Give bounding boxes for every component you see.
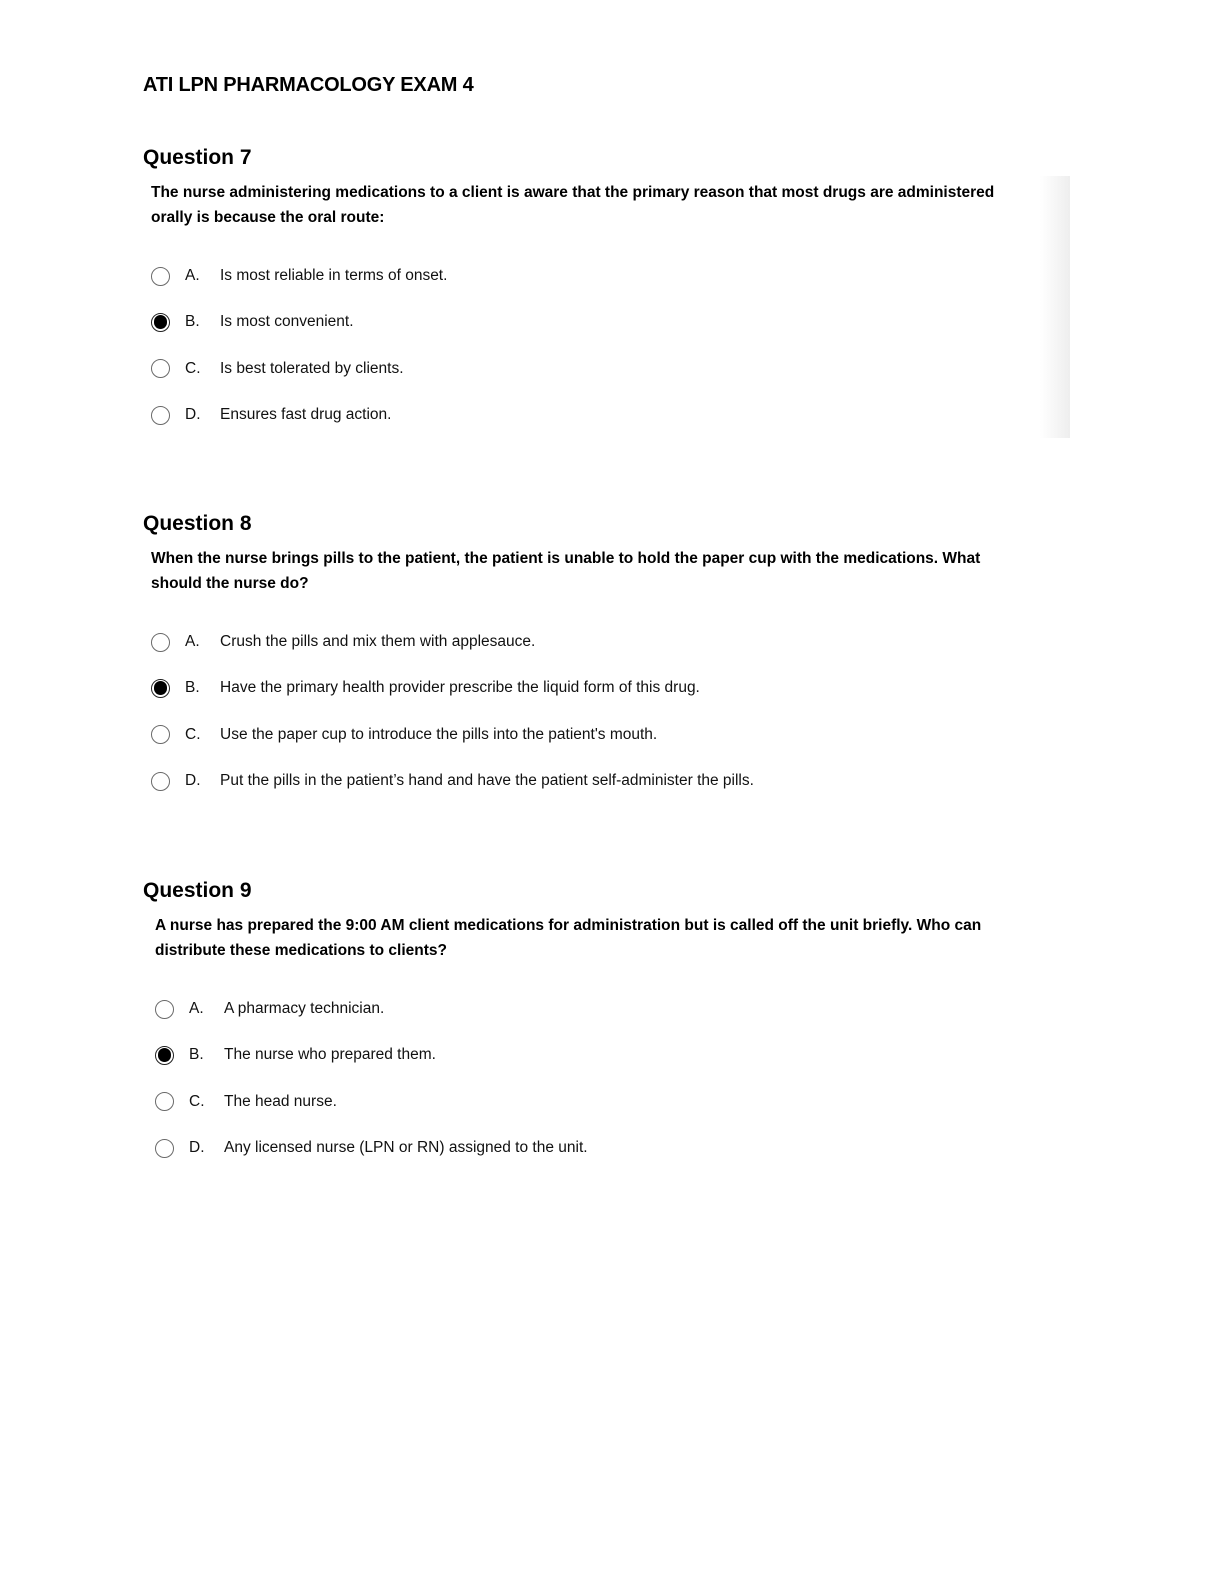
radio-button[interactable] xyxy=(155,1092,174,1111)
radio-button[interactable] xyxy=(151,725,170,744)
option-d[interactable] xyxy=(151,392,1073,438)
option-letter: A. xyxy=(189,1000,204,1018)
radio-button[interactable] xyxy=(151,267,170,286)
option-letter: C. xyxy=(185,725,201,743)
radio-button[interactable] xyxy=(151,359,170,378)
option-c[interactable] xyxy=(155,1079,1073,1125)
question-stem: A nurse has prepared the 9:00 AM client medications for administration but is called off the unit briefly. Who can distribute these medications to clients? xyxy=(155,917,982,959)
option-text: Ensures fast drug action. xyxy=(220,406,392,424)
option-letter: C. xyxy=(185,359,201,377)
option-a[interactable] xyxy=(151,619,1073,665)
option-text: The head nurse. xyxy=(224,1092,337,1110)
option-text: Put the pills in the patient’s hand and have the patient self-administer the pills. xyxy=(220,772,754,790)
answer-options xyxy=(151,619,1073,804)
question-heading: Question 7 xyxy=(143,146,252,169)
question-stem: When the nurse brings pills to the patient, the patient is unable to hold the paper cup with the medications. What should the nurse do? xyxy=(151,550,981,592)
radio-button[interactable] xyxy=(155,1000,174,1019)
radio-dot-icon xyxy=(154,315,168,329)
option-letter: B. xyxy=(189,1046,204,1064)
radio-button[interactable] xyxy=(151,406,170,425)
question-heading: Question 9 xyxy=(143,879,252,902)
option-text: Any licensed nurse (LPN or RN) assigned to the unit. xyxy=(224,1139,588,1157)
option-b[interactable] xyxy=(155,1032,1073,1078)
option-letter: B. xyxy=(185,313,200,331)
answer-options xyxy=(151,253,1073,438)
radio-button[interactable] xyxy=(151,633,170,652)
question-9 xyxy=(143,876,1073,1171)
option-letter: B. xyxy=(185,679,200,697)
option-letter: D. xyxy=(185,772,201,790)
option-text: The nurse who prepared them. xyxy=(224,1046,436,1064)
option-text: A pharmacy technician. xyxy=(224,1000,385,1018)
question-stem: The nurse administering medications to a client is aware that the primary reason that most drugs are administered orally is because the oral route: xyxy=(151,184,995,226)
question-heading: Question 8 xyxy=(143,512,252,535)
option-letter: A. xyxy=(185,633,200,651)
option-text: Is most convenient. xyxy=(220,313,354,331)
option-text: Use the paper cup to introduce the pills into the patient's mouth. xyxy=(220,725,658,743)
option-c[interactable] xyxy=(151,346,1073,392)
option-a[interactable] xyxy=(151,253,1073,299)
radio-button[interactable] xyxy=(155,1139,174,1158)
radio-button[interactable] xyxy=(151,679,170,698)
question-7 xyxy=(143,143,1073,438)
option-text: Is most reliable in terms of onset. xyxy=(220,267,448,285)
answer-options xyxy=(155,986,1073,1171)
option-text: Crush the pills and mix them with applesauce. xyxy=(220,633,536,651)
radio-button[interactable] xyxy=(151,313,170,332)
option-d[interactable] xyxy=(155,1125,1073,1171)
question-8 xyxy=(143,509,1073,804)
option-b[interactable] xyxy=(151,299,1073,345)
option-letter: D. xyxy=(185,406,201,424)
option-a[interactable] xyxy=(155,986,1073,1032)
option-d[interactable] xyxy=(151,758,1073,804)
radio-button[interactable] xyxy=(151,772,170,791)
option-letter: A. xyxy=(185,267,200,285)
option-text: Is best tolerated by clients. xyxy=(220,359,404,377)
option-text: Have the primary health provider prescribe the liquid form of this drug. xyxy=(220,679,700,697)
option-letter: D. xyxy=(189,1139,205,1157)
option-letter: C. xyxy=(189,1092,205,1110)
radio-dot-icon xyxy=(154,681,168,695)
radio-dot-icon xyxy=(158,1048,172,1062)
radio-button[interactable] xyxy=(155,1046,174,1065)
option-b[interactable] xyxy=(151,665,1073,711)
option-c[interactable] xyxy=(151,712,1073,758)
document-title: ATI LPN PHARMACOLOGY EXAM 4 xyxy=(143,74,474,96)
